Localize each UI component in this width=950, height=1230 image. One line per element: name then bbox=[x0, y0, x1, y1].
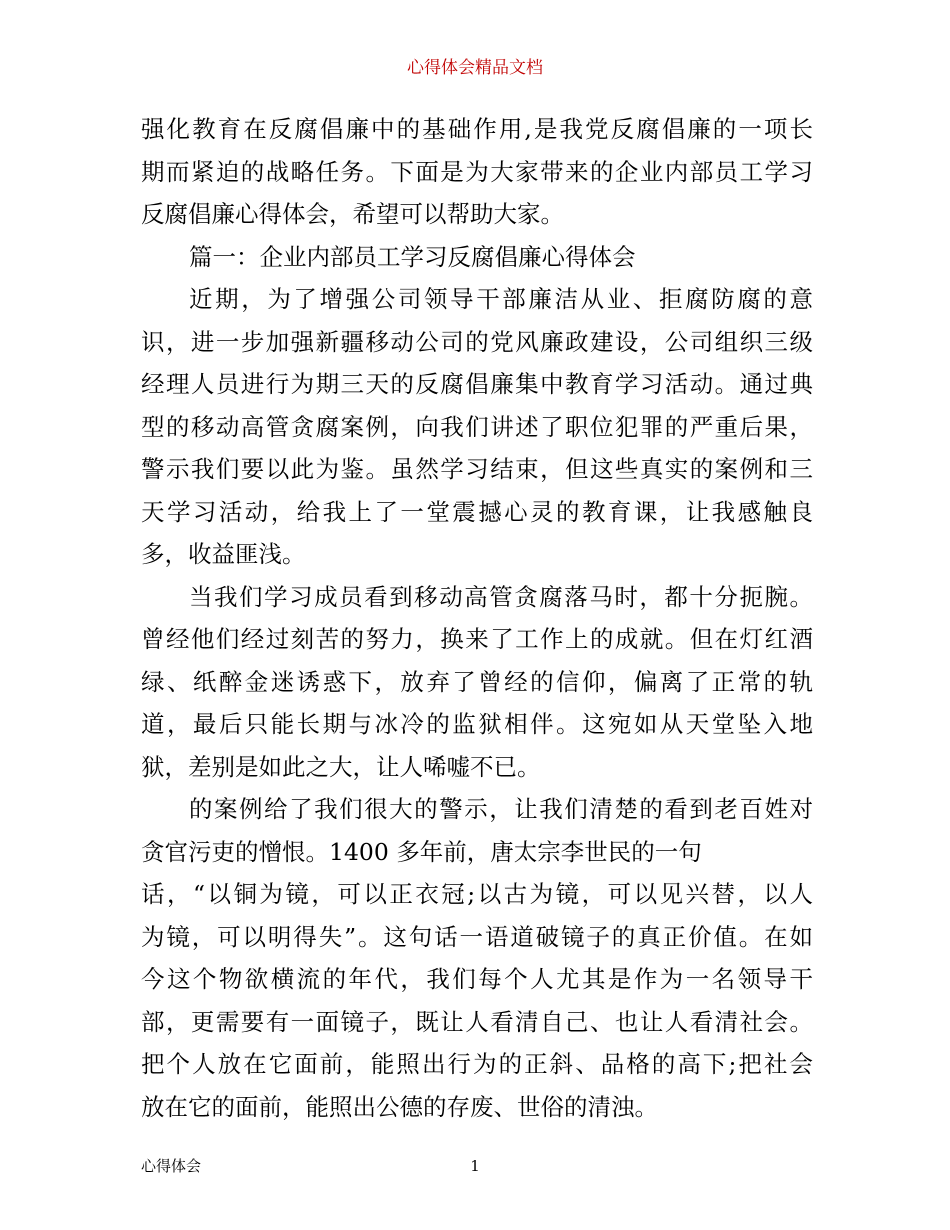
page-number: 1 bbox=[470, 1157, 480, 1175]
document-body bbox=[141, 108, 813, 1128]
text-line: 道，最后只能长期与冰冷的监狱相伴。这宛如从天堂坠入地 bbox=[141, 710, 813, 738]
text-line: 把个人放在它面前，能照出行为的正斜、品格的高下;把社会 bbox=[141, 1050, 813, 1078]
text-line: 当我们学习成员看到移动高管贪腐落马时，都十分扼腕。 bbox=[189, 582, 813, 611]
text-line: 绿、纸醉金迷诱惑下，放弃了曾经的信仰，偏离了正常的轨 bbox=[141, 667, 813, 696]
text-line: 多，收益匪浅。 bbox=[141, 540, 306, 568]
text-line: 型的移动高管贪腐案例，向我们讲述了职位犯罪的严重后果， bbox=[141, 412, 813, 441]
text-line: 期而紧迫的战略任务。下面是为大家带来的企业内部员工学习 bbox=[141, 157, 813, 186]
text-line: 的案例给了我们很大的警示，让我们清楚的看到老百姓对 bbox=[189, 795, 813, 823]
page-header-title: 心得体会精品文档 bbox=[407, 58, 543, 78]
text-line: 话，“以铜为镜，可以正衣冠;以古为镜，可以见兴替，以人 bbox=[141, 880, 813, 908]
text-line: 今这个物欲横流的年代，我们每个人尤其是作为一名领导干 bbox=[141, 965, 813, 993]
text-line: 识，进一步加强新疆移动公司的党风廉政建设，公司组织三级 bbox=[141, 327, 813, 356]
text-line: 曾经他们经过刻苦的努力，换来了工作上的成就。但在灯红酒 bbox=[141, 625, 813, 653]
text-line: 部，更需要有一面镜子，既让人看清自己、也让人看清社会。 bbox=[141, 1007, 813, 1036]
text-line: 强化教育在反腐倡廉中的基础作用,是我党反腐倡廉的一项长 bbox=[141, 115, 813, 143]
text-line: 警示我们要以此为鉴。虽然学习结束，但这些真实的案例和三 bbox=[141, 455, 813, 483]
text-line: 经理人员进行为期三天的反腐倡廉集中教育学习活动。通过典 bbox=[141, 370, 813, 398]
footer-label: 心得体会 bbox=[141, 1157, 202, 1175]
text-line: 近期，为了增强公司领导干部廉洁从业、拒腐防腐的意 bbox=[189, 285, 813, 313]
text-line: 篇一：企业内部员工学习反腐倡廉心得体会 bbox=[189, 242, 636, 271]
text-line: 天学习活动，给我上了一堂震撼心灵的教育课，让我感触良 bbox=[141, 497, 813, 526]
text-line: 狱，差别是如此之大，让人唏嘘不已。 bbox=[141, 752, 541, 781]
text-line: 放在它的面前，能照出公德的存废、世俗的清浊。 bbox=[141, 1092, 658, 1121]
text-line: 为镜，可以明得失”。这句话一语道破镜子的真正价值。在如 bbox=[141, 922, 813, 951]
text-line: 贪官污吏的憎恨。1400 多年前，唐太宗李世民的一句 bbox=[141, 837, 702, 866]
text-line: 反腐倡廉心得体会，希望可以帮助大家。 bbox=[141, 200, 564, 228]
